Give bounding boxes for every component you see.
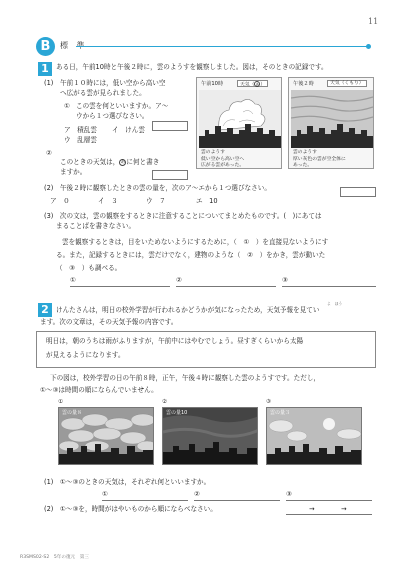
mark-a-circle: あ (120, 159, 126, 165)
q1-sub3-answer-1[interactable]: ① (70, 276, 170, 287)
figure-10am-caption-line2: 広がる雲があった。 (201, 163, 245, 168)
q1-sub2-answer-box[interactable] (340, 187, 376, 197)
section-rule-end-dot (366, 44, 371, 49)
photo-1 (58, 407, 154, 465)
q1-sub1-2-text-a: このときの天気は， (60, 158, 120, 166)
photo-2-number: ② (162, 399, 167, 405)
section-badge: B (36, 37, 55, 56)
figure-10am-caption-top: 雲のようす (201, 150, 225, 155)
figure-10am-label: 午前10時 (201, 81, 224, 87)
forecast-line1: 明日は，朝のうちは雨がふりますが，午前中にはやむでしょう。昼すぎくらいから太陽 (46, 337, 304, 345)
q1-sub1-text-line2: へ広がる雲が見られました。 (60, 89, 146, 97)
q1-option-u: ウ 乱層雲 (64, 136, 97, 144)
q1-sub2-option-u: ウ ７ (146, 197, 166, 205)
q2-sub2-arrow-1: → (309, 505, 315, 513)
q1-sub2-text: (2) 午後２時に観察したときの雲の量を，次のア〜エから１つ選びなさい。 (44, 184, 271, 192)
figure-10am-weather-prefix: 天気 (240, 82, 250, 88)
q2-sub2-text: (2) ①〜③を，時間がはやいものから順にならべなさい。 (44, 505, 217, 513)
figure-2pm-weather: 天気（くもり） (327, 80, 367, 87)
question-1-badge: 1 (38, 62, 52, 76)
q1-option-i: イ けん雲 (112, 126, 145, 134)
figure-2pm-caption-line2: あった。 (293, 163, 313, 168)
question-2-badge: 2 (38, 303, 52, 317)
q2-intro-line1: けんたさんは，明日の校外学習が行われるかどうかが気になったため，天気予報を見てい (56, 306, 320, 314)
section-rule (76, 46, 368, 47)
photo-2-caption: 雲の量10 (166, 410, 188, 416)
page-number: 11 (368, 17, 379, 26)
q1-sub1-text-line1: 午前１０時には，低い空から高い空 (60, 79, 166, 87)
forecast-line2: が見えるようになります。 (46, 351, 125, 359)
q1-sub1-2-answer-box[interactable] (152, 170, 188, 180)
photo-2 (162, 407, 258, 465)
q1-sub3-line3: 雲を観察するときは，目をいためないようにするために，（ ① ）を直接見ないようにす (62, 238, 329, 246)
q1-sub3-line5: （ ③ ）も調べる。 (56, 264, 122, 272)
q1-sub3-line1: (3) 次の文は，雲の観察をするときに注意することについてまとめたものです。( )にあては (44, 212, 322, 220)
q2-sub2-arrow-2: → (341, 505, 347, 513)
q1-sub1-1-number: ① (64, 102, 70, 110)
figure-10am-weather: 天気（あ） (237, 80, 268, 87)
figure-2pm-cloud-illustration (291, 90, 373, 148)
q2-sub2-answer-line[interactable] (286, 504, 372, 515)
figure-10am-weather-mark: あ (255, 82, 260, 87)
photo-3 (266, 407, 362, 465)
q2-intro-line2: ます。次の文章は，その天気予報の内容です。 (40, 318, 178, 326)
q1-sub1-number: (1) (44, 79, 54, 87)
q2-sub1-answer-3[interactable]: ③ (286, 490, 372, 501)
q2-lead-line2: ①〜③は時間の順にならんでいません。 (40, 386, 158, 394)
figure-2pm (288, 77, 374, 169)
q1-sub1-2-number: ② (46, 149, 52, 157)
q2-ruby-yohou: よ ほう (327, 301, 343, 306)
figure-2pm-caption-top: 雲のようす (293, 150, 317, 155)
q1-sub1-1-text-line1: この雲を何といいますか。ア〜 (76, 102, 169, 110)
q1-option-a: ア 積乱雲 (64, 126, 97, 134)
q1-sub1-2-text-line1 (60, 158, 159, 168)
sun-icon (323, 418, 335, 430)
q1-sub3-answer-3[interactable]: ③ (282, 276, 376, 287)
figure-2pm-label: 午後２時 (293, 81, 314, 87)
figure-10am (196, 77, 282, 169)
q1-sub1-1-text-line2: ウから１つ選びなさい。 (76, 112, 149, 120)
photo-1-caption: 雲の量８ (62, 410, 83, 416)
photo-1-number: ① (58, 399, 63, 405)
q2-sub1-answer-1[interactable]: ① (102, 490, 188, 501)
figure-10am-cloud-illustration (199, 90, 281, 148)
q1-sub1-2-text-line2: ますか。 (60, 168, 87, 176)
q1-sub2-option-i: イ ３ (98, 197, 118, 205)
q1-sub3-line2: まることばを書きなさい。 (56, 222, 136, 230)
q2-lead-line1: 下の図は，校外学習の日の午前８時，正午，午後４時に観察した雲のようすです。ただし， (50, 374, 321, 382)
q1-sub3-line4: る。また，記録するときには，雲だけでなく，建物のような（ ② ）をかき，雲が動いた (56, 251, 326, 259)
page-footer: R3SMS02-S2 5年の復元 第三 (20, 555, 89, 560)
q1-sub3-answer-2[interactable]: ② (176, 276, 276, 287)
q1-sub1-1-answer-box[interactable] (152, 121, 188, 131)
q2-sub1-answer-2[interactable]: ② (194, 490, 280, 501)
section-title: 標 準 (60, 41, 88, 50)
photo-3-caption: 雲の量３ (270, 410, 291, 416)
q2-sub1-text: (1) ①〜③のときの天気は，それぞれ何といいますか。 (44, 478, 211, 486)
figure-2pm-caption-line1: 厚い灰色の雲が空全体に (293, 157, 346, 162)
figure-10am-caption-line1: 低い空から高い空へ (201, 157, 245, 162)
q1-sub2-option-e: エ 10 (196, 197, 218, 205)
question-1-intro: ある日，午前10時と午後２時に，雲のようすを観察しました。図は，そのときの記録です。 (56, 63, 328, 71)
q1-sub1-2-text-b: に何と書き (126, 158, 160, 166)
photo-3-number: ③ (266, 399, 271, 405)
q1-sub2-option-a: ア ０ (50, 197, 70, 205)
